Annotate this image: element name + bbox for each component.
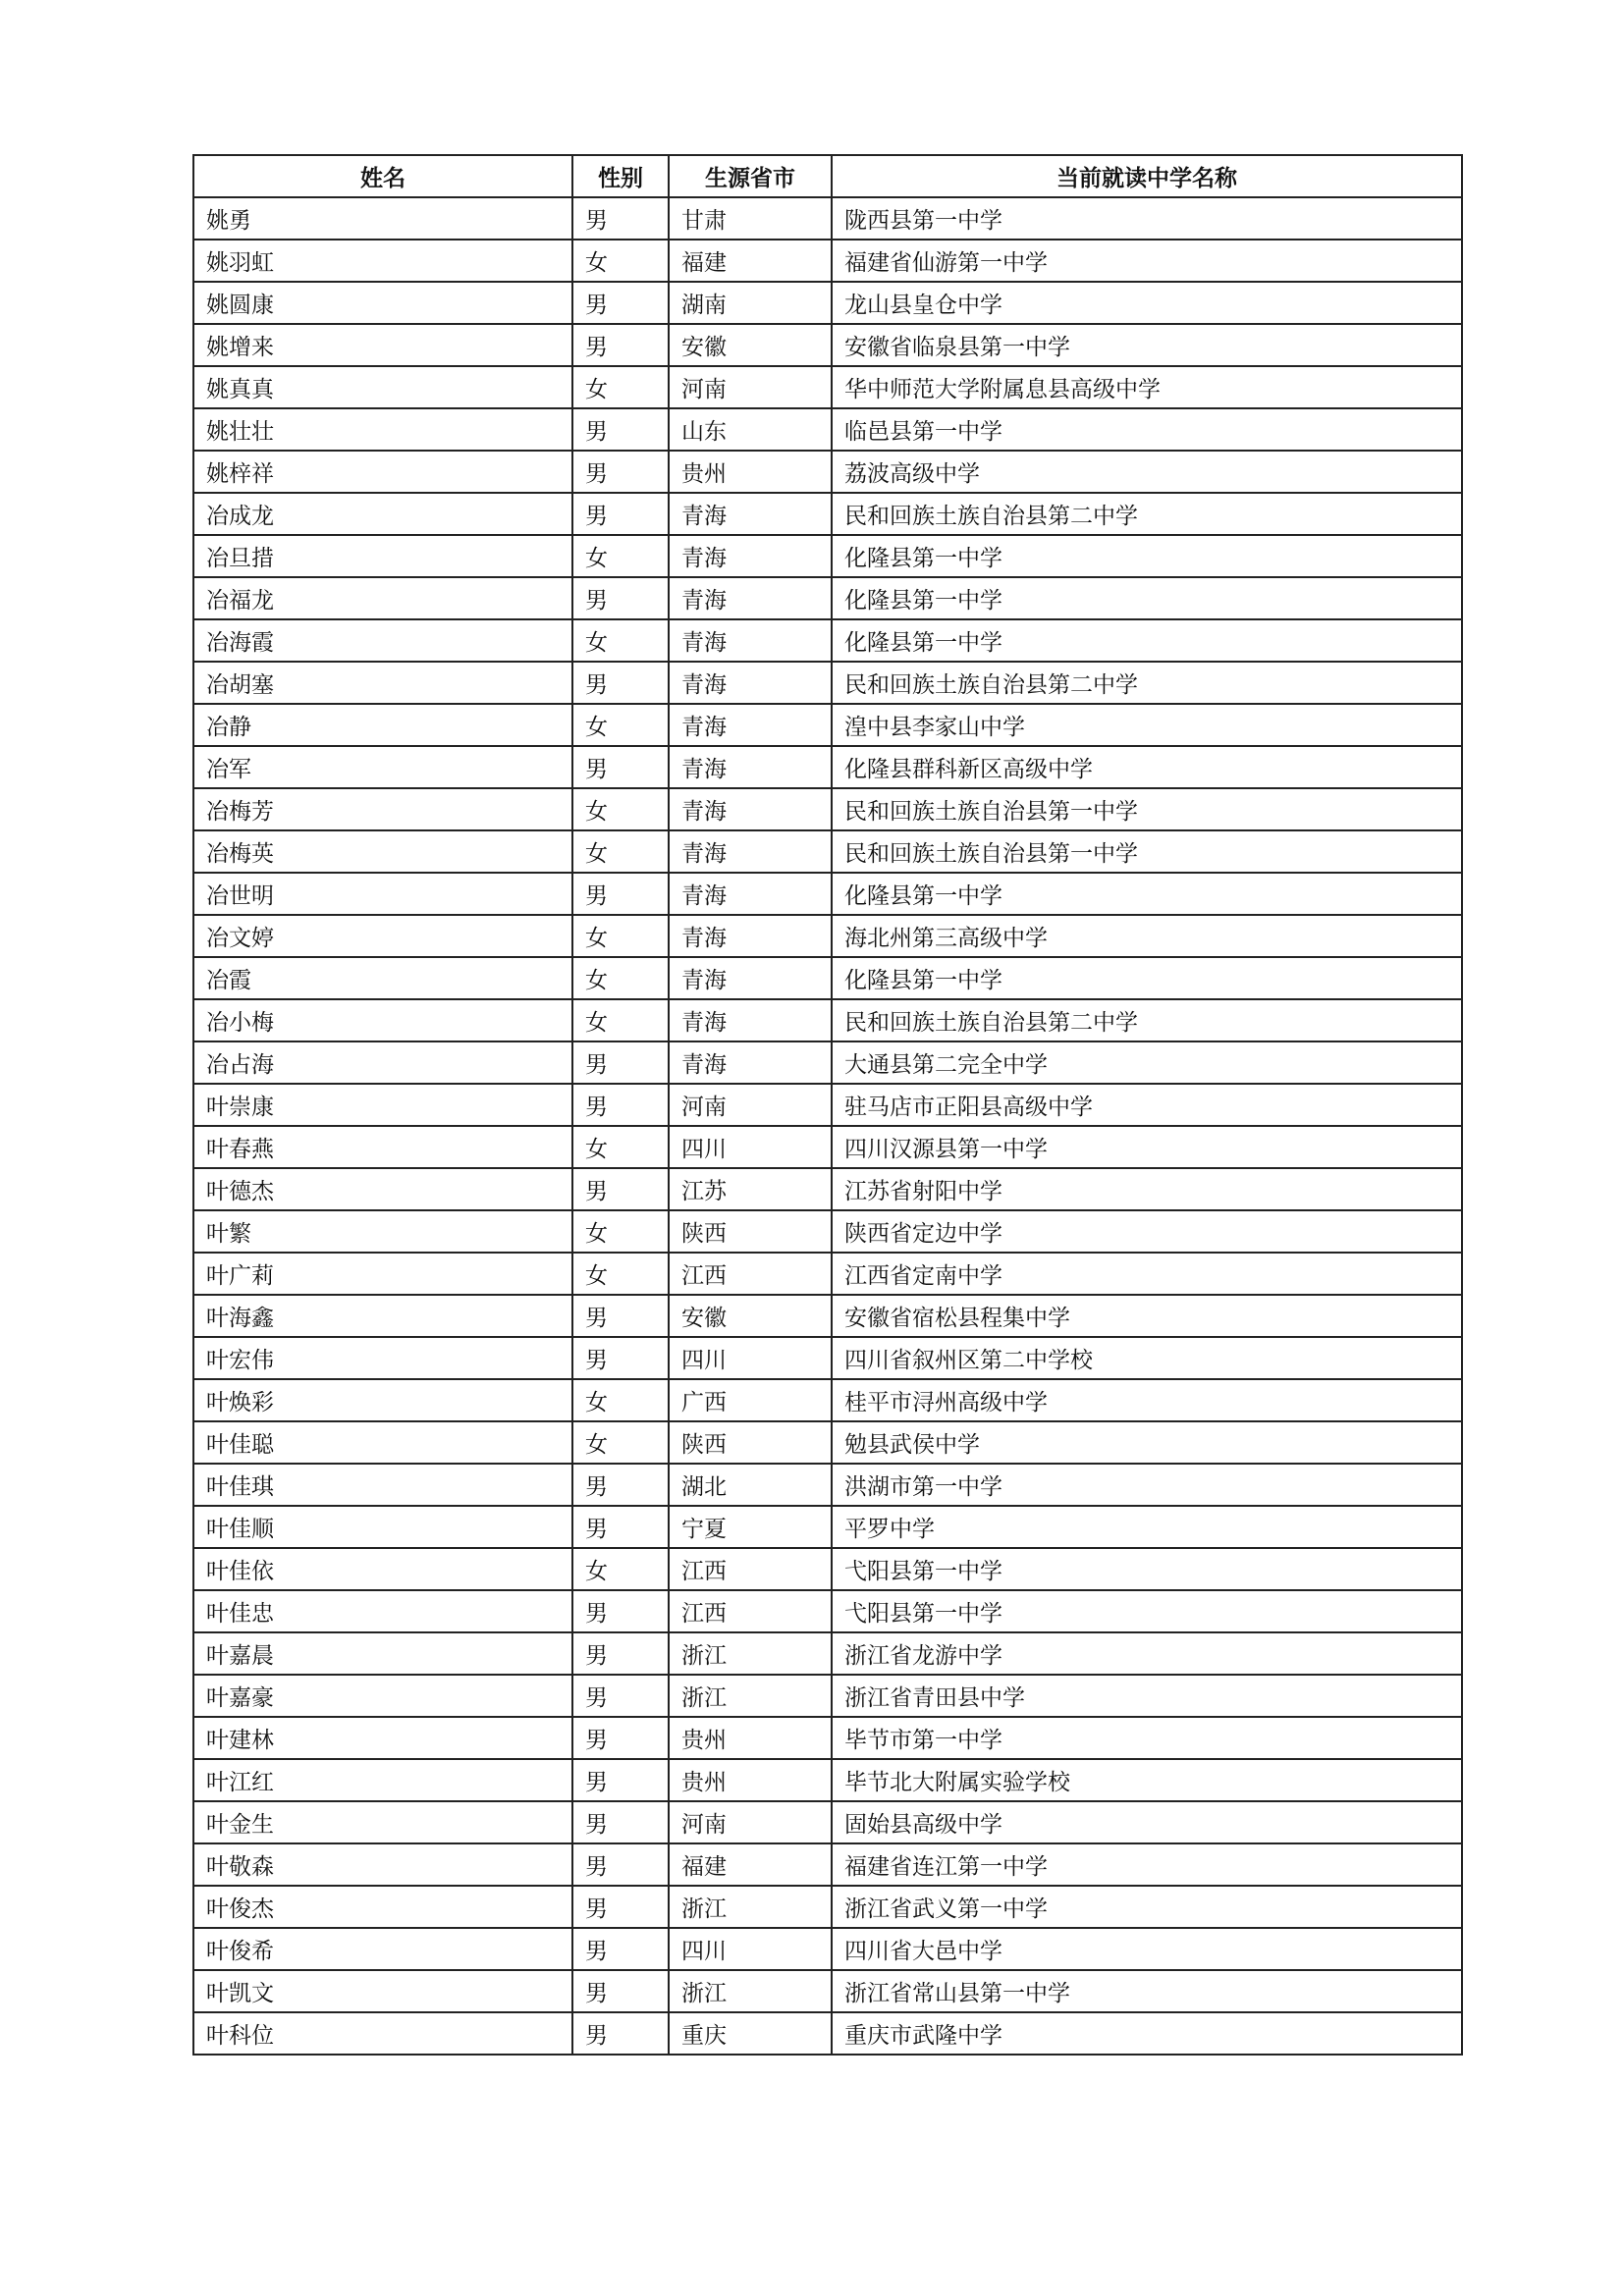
cell-school: 陕西省定边中学 <box>832 1210 1462 1253</box>
cell-school: 大通县第二完全中学 <box>832 1041 1462 1084</box>
cell-name: 姚勇 <box>193 197 572 240</box>
table-row <box>193 366 1462 408</box>
table-row <box>193 1379 1462 1421</box>
cell-school: 荔波高级中学 <box>832 451 1462 493</box>
table-row <box>193 1675 1462 1717</box>
cell-school: 福建省连江第一中学 <box>832 1843 1462 1886</box>
cell-gender: 男 <box>572 1337 669 1379</box>
cell-province: 浙江 <box>669 1970 832 2012</box>
table-row <box>193 1717 1462 1759</box>
table-row <box>193 1886 1462 1928</box>
cell-province: 四川 <box>669 1337 832 1379</box>
cell-school: 江苏省射阳中学 <box>832 1168 1462 1210</box>
cell-gender: 男 <box>572 1464 669 1506</box>
cell-province: 陕西 <box>669 1421 832 1464</box>
table-row <box>193 1337 1462 1379</box>
table-row <box>193 873 1462 915</box>
cell-province: 青海 <box>669 830 832 873</box>
cell-school: 福建省仙游第一中学 <box>832 240 1462 282</box>
cell-gender: 男 <box>572 873 669 915</box>
table-row <box>193 1210 1462 1253</box>
cell-province: 陕西 <box>669 1210 832 1253</box>
cell-school: 陇西县第一中学 <box>832 197 1462 240</box>
cell-province: 青海 <box>669 1041 832 1084</box>
table-row <box>193 1548 1462 1590</box>
cell-name: 姚羽虹 <box>193 240 572 282</box>
cell-province: 青海 <box>669 915 832 957</box>
cell-province: 福建 <box>669 1843 832 1886</box>
cell-gender: 男 <box>572 324 669 366</box>
table-row <box>193 1759 1462 1801</box>
cell-name: 冶梅英 <box>193 830 572 873</box>
table-row <box>193 1590 1462 1632</box>
table-row <box>193 408 1462 451</box>
cell-name: 冶小梅 <box>193 999 572 1041</box>
table-row <box>193 451 1462 493</box>
cell-gender: 男 <box>572 1168 669 1210</box>
cell-school: 江西省定南中学 <box>832 1253 1462 1295</box>
cell-school: 平罗中学 <box>832 1506 1462 1548</box>
table-row <box>193 788 1462 830</box>
cell-gender: 男 <box>572 1759 669 1801</box>
table-header-row <box>193 155 1462 197</box>
cell-gender: 女 <box>572 957 669 999</box>
cell-name: 姚真真 <box>193 366 572 408</box>
cell-province: 青海 <box>669 704 832 746</box>
table-row <box>193 957 1462 999</box>
cell-school: 浙江省龙游中学 <box>832 1632 1462 1675</box>
cell-gender: 女 <box>572 915 669 957</box>
cell-gender: 男 <box>572 1632 669 1675</box>
cell-name: 冶成龙 <box>193 493 572 535</box>
cell-school: 弋阳县第一中学 <box>832 1548 1462 1590</box>
cell-school: 化隆县群科新区高级中学 <box>832 746 1462 788</box>
cell-name: 冶军 <box>193 746 572 788</box>
cell-province: 贵州 <box>669 1717 832 1759</box>
cell-gender: 女 <box>572 1253 669 1295</box>
cell-name: 叶佳琪 <box>193 1464 572 1506</box>
cell-name: 叶崇康 <box>193 1084 572 1126</box>
cell-gender: 男 <box>572 1717 669 1759</box>
cell-gender: 男 <box>572 1970 669 2012</box>
cell-school: 弋阳县第一中学 <box>832 1590 1462 1632</box>
cell-province: 宁夏 <box>669 1506 832 1548</box>
cell-gender: 女 <box>572 1421 669 1464</box>
cell-name: 叶俊杰 <box>193 1886 572 1928</box>
cell-name: 姚增来 <box>193 324 572 366</box>
cell-province: 广西 <box>669 1379 832 1421</box>
cell-name: 冶文婷 <box>193 915 572 957</box>
cell-gender: 女 <box>572 704 669 746</box>
cell-name: 叶德杰 <box>193 1168 572 1210</box>
header-school: 当前就读中学名称 <box>832 155 1462 197</box>
cell-name: 叶佳聪 <box>193 1421 572 1464</box>
cell-name: 姚圆康 <box>193 282 572 324</box>
cell-school: 海北州第三高级中学 <box>832 915 1462 957</box>
cell-province: 湖南 <box>669 282 832 324</box>
cell-gender: 男 <box>572 1928 669 1970</box>
cell-name: 叶繁 <box>193 1210 572 1253</box>
table-row <box>193 704 1462 746</box>
cell-gender: 男 <box>572 1295 669 1337</box>
cell-school: 民和回族土族自治县第一中学 <box>832 830 1462 873</box>
cell-province: 青海 <box>669 788 832 830</box>
cell-name: 叶佳忠 <box>193 1590 572 1632</box>
cell-gender: 男 <box>572 1506 669 1548</box>
cell-province: 山东 <box>669 408 832 451</box>
cell-school: 浙江省武义第一中学 <box>832 1886 1462 1928</box>
table-row <box>193 1843 1462 1886</box>
cell-school: 固始县高级中学 <box>832 1801 1462 1843</box>
cell-gender: 女 <box>572 999 669 1041</box>
cell-gender: 男 <box>572 1675 669 1717</box>
cell-school: 民和回族土族自治县第二中学 <box>832 662 1462 704</box>
cell-name: 冶胡塞 <box>193 662 572 704</box>
cell-name: 冶梅芳 <box>193 788 572 830</box>
cell-name: 叶宏伟 <box>193 1337 572 1379</box>
cell-province: 青海 <box>669 662 832 704</box>
table-row <box>193 662 1462 704</box>
cell-school: 民和回族土族自治县第一中学 <box>832 788 1462 830</box>
cell-school: 化隆县第一中学 <box>832 873 1462 915</box>
cell-gender: 男 <box>572 746 669 788</box>
cell-name: 姚梓祥 <box>193 451 572 493</box>
cell-province: 四川 <box>669 1126 832 1168</box>
cell-province: 浙江 <box>669 1675 832 1717</box>
cell-name: 叶春燕 <box>193 1126 572 1168</box>
cell-gender: 男 <box>572 662 669 704</box>
cell-gender: 女 <box>572 1379 669 1421</box>
table-row <box>193 2012 1462 2055</box>
cell-school: 民和回族土族自治县第二中学 <box>832 999 1462 1041</box>
cell-gender: 男 <box>572 493 669 535</box>
cell-name: 叶嘉晨 <box>193 1632 572 1675</box>
cell-gender: 女 <box>572 535 669 577</box>
cell-gender: 女 <box>572 1210 669 1253</box>
cell-province: 河南 <box>669 366 832 408</box>
cell-name: 叶嘉豪 <box>193 1675 572 1717</box>
cell-name: 叶建林 <box>193 1717 572 1759</box>
cell-name: 冶霞 <box>193 957 572 999</box>
cell-school: 浙江省常山县第一中学 <box>832 1970 1462 2012</box>
table-row <box>193 1464 1462 1506</box>
table-row <box>193 282 1462 324</box>
cell-province: 青海 <box>669 493 832 535</box>
table-row <box>193 830 1462 873</box>
cell-name: 冶世明 <box>193 873 572 915</box>
cell-province: 江西 <box>669 1590 832 1632</box>
cell-province: 江西 <box>669 1548 832 1590</box>
cell-province: 江苏 <box>669 1168 832 1210</box>
cell-province: 甘肃 <box>669 197 832 240</box>
table-row <box>193 1253 1462 1295</box>
table-row <box>193 1126 1462 1168</box>
cell-name: 叶俊希 <box>193 1928 572 1970</box>
cell-gender: 男 <box>572 577 669 619</box>
table-row <box>193 577 1462 619</box>
cell-province: 河南 <box>669 1801 832 1843</box>
table-row <box>193 197 1462 240</box>
cell-school: 四川省大邑中学 <box>832 1928 1462 1970</box>
table-row <box>193 1801 1462 1843</box>
cell-school: 洪湖市第一中学 <box>832 1464 1462 1506</box>
cell-name: 叶金生 <box>193 1801 572 1843</box>
cell-province: 青海 <box>669 577 832 619</box>
cell-name: 叶佳顺 <box>193 1506 572 1548</box>
student-table <box>192 154 1463 2056</box>
cell-province: 重庆 <box>669 2012 832 2055</box>
cell-gender: 男 <box>572 408 669 451</box>
cell-gender: 男 <box>572 1843 669 1886</box>
cell-school: 化隆县第一中学 <box>832 577 1462 619</box>
header-province: 生源省市 <box>669 155 832 197</box>
cell-school: 湟中县李家山中学 <box>832 704 1462 746</box>
cell-school: 安徽省宿松县程集中学 <box>832 1295 1462 1337</box>
cell-school: 重庆市武隆中学 <box>832 2012 1462 2055</box>
cell-school: 化隆县第一中学 <box>832 619 1462 662</box>
cell-school: 毕节北大附属实验学校 <box>832 1759 1462 1801</box>
table-row <box>193 1041 1462 1084</box>
cell-gender: 女 <box>572 619 669 662</box>
cell-gender: 男 <box>572 197 669 240</box>
cell-name: 叶海鑫 <box>193 1295 572 1337</box>
table-row <box>193 915 1462 957</box>
cell-school: 四川省叙州区第二中学校 <box>832 1337 1462 1379</box>
cell-school: 桂平市浔州高级中学 <box>832 1379 1462 1421</box>
cell-province: 江西 <box>669 1253 832 1295</box>
cell-gender: 女 <box>572 366 669 408</box>
cell-province: 青海 <box>669 957 832 999</box>
cell-province: 贵州 <box>669 1759 832 1801</box>
cell-name: 冶静 <box>193 704 572 746</box>
cell-school: 浙江省青田县中学 <box>832 1675 1462 1717</box>
table-row <box>193 493 1462 535</box>
cell-province: 安徽 <box>669 1295 832 1337</box>
cell-name: 冶旦措 <box>193 535 572 577</box>
cell-province: 湖北 <box>669 1464 832 1506</box>
table-row <box>193 619 1462 662</box>
header-name: 姓名 <box>193 155 572 197</box>
cell-school: 安徽省临泉县第一中学 <box>832 324 1462 366</box>
table-row <box>193 1928 1462 1970</box>
cell-school: 勉县武侯中学 <box>832 1421 1462 1464</box>
cell-gender: 女 <box>572 240 669 282</box>
table-row <box>193 324 1462 366</box>
cell-school: 临邑县第一中学 <box>832 408 1462 451</box>
cell-province: 河南 <box>669 1084 832 1126</box>
cell-school: 驻马店市正阳县高级中学 <box>832 1084 1462 1126</box>
cell-school: 化隆县第一中学 <box>832 535 1462 577</box>
table-row <box>193 1506 1462 1548</box>
cell-gender: 男 <box>572 451 669 493</box>
table-row <box>193 1632 1462 1675</box>
cell-name: 叶佳依 <box>193 1548 572 1590</box>
cell-province: 浙江 <box>669 1632 832 1675</box>
cell-school: 化隆县第一中学 <box>832 957 1462 999</box>
cell-gender: 女 <box>572 830 669 873</box>
table-row <box>193 1084 1462 1126</box>
table-row <box>193 999 1462 1041</box>
cell-name: 叶凯文 <box>193 1970 572 2012</box>
cell-name: 叶科位 <box>193 2012 572 2055</box>
cell-gender: 女 <box>572 1126 669 1168</box>
cell-name: 叶敬森 <box>193 1843 572 1886</box>
cell-name: 冶福龙 <box>193 577 572 619</box>
cell-school: 龙山县皇仓中学 <box>832 282 1462 324</box>
cell-school: 四川汉源县第一中学 <box>832 1126 1462 1168</box>
cell-province: 青海 <box>669 746 832 788</box>
cell-name: 冶占海 <box>193 1041 572 1084</box>
cell-gender: 男 <box>572 1041 669 1084</box>
cell-name: 姚壮壮 <box>193 408 572 451</box>
cell-gender: 男 <box>572 1886 669 1928</box>
table-row <box>193 1970 1462 2012</box>
cell-province: 青海 <box>669 873 832 915</box>
cell-province: 贵州 <box>669 451 832 493</box>
cell-school: 毕节市第一中学 <box>832 1717 1462 1759</box>
cell-gender: 男 <box>572 1801 669 1843</box>
cell-province: 福建 <box>669 240 832 282</box>
table-row <box>193 240 1462 282</box>
cell-province: 安徽 <box>669 324 832 366</box>
cell-province: 浙江 <box>669 1886 832 1928</box>
cell-name: 叶焕彩 <box>193 1379 572 1421</box>
cell-province: 青海 <box>669 999 832 1041</box>
table-row <box>193 1168 1462 1210</box>
cell-gender: 男 <box>572 282 669 324</box>
cell-gender: 女 <box>572 788 669 830</box>
table-row <box>193 1421 1462 1464</box>
cell-school: 华中师范大学附属息县高级中学 <box>832 366 1462 408</box>
table-row <box>193 535 1462 577</box>
cell-gender: 男 <box>572 1590 669 1632</box>
cell-province: 青海 <box>669 619 832 662</box>
cell-gender: 女 <box>572 1548 669 1590</box>
cell-gender: 男 <box>572 1084 669 1126</box>
cell-name: 冶海霞 <box>193 619 572 662</box>
header-gender: 性别 <box>572 155 669 197</box>
cell-name: 叶广莉 <box>193 1253 572 1295</box>
cell-province: 四川 <box>669 1928 832 1970</box>
table-row <box>193 746 1462 788</box>
table-row <box>193 1295 1462 1337</box>
cell-name: 叶江红 <box>193 1759 572 1801</box>
cell-school: 民和回族土族自治县第二中学 <box>832 493 1462 535</box>
cell-province: 青海 <box>669 535 832 577</box>
cell-gender: 男 <box>572 2012 669 2055</box>
